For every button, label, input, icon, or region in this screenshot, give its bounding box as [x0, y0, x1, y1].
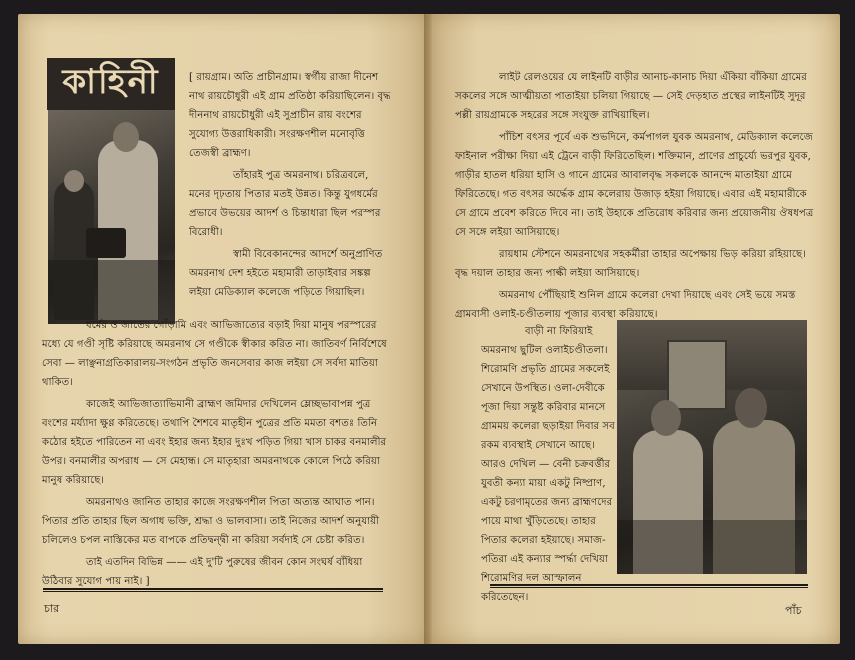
- footer-rule-right: [490, 584, 808, 588]
- paragraph: তাই এতদিন বিভিন্ন —— এই দু'টি পুরুষের জীবন কোন সংঘর্ষ বাঁধিয়া উঠিবার সুযোগ পায় নাই। ]: [42, 557, 363, 587]
- paragraph: স্বামী বিবেকানন্দের আদর্শে অনুপ্রাণিত অমরনাথ দেশ হইতে মহামারী তাড়াইবার সঙ্কল্প লইয়া মেডিক্যাল কলেজে পড়িতে গিয়াছিল।: [189, 249, 383, 298]
- footer-rule-left: [43, 588, 383, 592]
- page-number-left: চার: [44, 602, 60, 615]
- title-banner: [47, 58, 175, 110]
- page-number-right: পাঁচ: [785, 604, 802, 617]
- paragraph: ধর্মের ও জাতের গোঁড়ামি এবং আভিজাত্যের বড়াই দিয়া মানুষ পরস্পরের মধ্যে যে গণ্ডী সৃষ্টি করিয়াছে অমরনাথ সে গণ্ডীকে স্বীকার করিত না। জাতিবর্ণ নির্বিশেষে সেবা — লাঞ্ছনাগ্রতিকারালয়-সংগঠন প্রভৃতি জনসেবার কাজ লইয়া সে সর্বদা মাতিয়া থাকিত।: [42, 320, 387, 388]
- paragraph: লাইট রেলওয়ের যে লাইনটি বাড়ীর আনাচ-কানাচ দিয়া এঁকিয়া বাঁকিয়া গ্রামের সকলের সঙ্গে আত্মীয়তা পাতাইয়া চলিয়া গিয়াছে — সেই দেড়হাত প্রস্থের লাইনটিই সুদূর পল্লী রায়গ্রামকে সহরের সঙ্গে সংযুক্ত রাখিয়াছিল।: [455, 72, 807, 121]
- paragraph: তাঁহারই পুত্র অমরনাথ। চরিত্রবলে, মনের দৃঢ়তায় পিতার মতই উন্নত। কিন্তু যুগধর্মের প্রভাবে উভয়ের আদর্শ ও চিন্তাধারা ছিল পরস্পর বিরোধী।: [189, 170, 381, 238]
- paragraph: রায়ধাম স্টেশনে অমরনাথের সহকর্মীরা তাহার অপেক্ষায় ভিড় করিয়া রহিয়াছে। বৃদ্ধ দয়াল তাহার জন্য পাল্কী লইয়া আসিয়াছে।: [455, 249, 806, 279]
- page-title: কাহিনী: [62, 61, 160, 102]
- paragraph: অমরনাথ পৌঁছিয়াই শুনিল গ্রামে কলেরা দেখা দিয়াছে এবং সেই ভয়ে সমস্ত গ্রামবাসী ওলাই-চণ্ডীতলায় পূজার ব্যবস্থা করিয়াছে।: [455, 290, 796, 320]
- paragraph: অমরনাথও জানিত তাহার কাজে সংরক্ষণশীল পিতা অত্যন্ত আঘাত পান। পিতার প্রতি তাহার ছিল অগাধ ভক্তি, শ্রদ্ধা ও ভালবাসা। তাই নিজের আদর্শ অনুযায়ী চলিলেও চপল নাস্তিকের মত বাপকে প্রতিদ্বন্দ্বী না করিয়া সর্বদাই সে চেষ্টা করিত।: [42, 497, 380, 546]
- paragraph: পাঁচিশ বৎসর পূর্বে এক শুভদিনে, কর্মপাগল যুবক অমরনাথ, মেডিক্যাল কলেজে ফাইনাল পরীক্ষা দিয়া এই ট্রেনে বাড়ী ফিরিতেছিল। শক্তিমান, প্রাণের প্রাচুর্য্যে ভরপুর যুবক, গাড়ীর হাতল ধরিয়া হাসি ও গানে গ্রামের আবালবৃদ্ধ সকলকে আনন্দে মাতাইয়া গ্রামে ফিরিতেছে। গত বৎসর অর্দ্ধেক গ্রাম কলেরায় উজাড় হইয়া গিয়াছে। এবার এই মহামারীকে সে গ্রামে প্রবেশ করিতে দিবে না। তাই উহাকে প্রতিরোধ করিবার জন্য প্রয়োজনীয় ঔষধপত্র সে সঙ্গে লইয়া আসিয়াছে।: [455, 132, 814, 238]
- right-text-narrow: [481, 322, 615, 610]
- film-still-photo-left: [48, 110, 175, 324]
- right-text-top: [455, 68, 815, 327]
- left-text-top: [189, 68, 391, 305]
- book-gutter: [424, 14, 432, 644]
- paragraph: বাড়ী না ফিরিয়াই অমরনাথ ছুটিল ওলাইচণ্ডীতলা। শিরোমণি প্রভৃতি গ্রামের সকলেই সেখানে উপস্থিত। ওলা-দেবীকে পূজা দিয়া সন্তুষ্ট করিবার মানসে গ্রামময় কলেরা ছড়াইয়া দিবার সব রকম ব্যবস্থাই সেখানে আছে। আরও দেখিল — বেনী চক্রবর্ত্তীর যুবতী কন্যা মায়া একটু নিষ্প্রাণ, একটু চরণামৃতের জন্য ব্রাহ্মণদের পায়ে মাথা খুঁড়িতেছে। তাহার পিতার কলেরা হইয়াছে। সমাজ-পতিরা এই কন্যার স্পর্দ্ধা দেখিয়া শিরোমণির দল আস্ফালন করিতেছেন।: [481, 326, 615, 603]
- left-text-main: [42, 316, 392, 594]
- film-still-photo-right: [617, 320, 807, 574]
- paragraph: কাজেই আভিজাত্যাভিমানী ব্রাহ্মণ জমিদার দেখিলেন ম্লেচ্ছভাবাপন্ন পুত্র বংশের মর্য্যাদা ক্ষুণ্ণ করিতেছে। তথাপি শৈশবে মাতৃহীন পুত্রের প্রতি মমতা বশতঃ তিনি কঠোর হইতে পারিতেন না এবং ইহার জন্য ইহার দুঃখ পড়িত গিয়া খাস চাকর বনমালীর উপর। বনমালীর অপরাধ — সে মেহান্ধ। সে মাতৃহারা অমরনাথকে কোলে পিঠে করিয়া মানুষ করিয়াছে।: [42, 399, 387, 486]
- paragraph: [ রায়গ্রাম। অতি প্রাচীনগ্রাম। স্বর্গীয় রাজা দীনেশ নাথ রায়চৌধুরী এই গ্রাম প্রতিষ্ঠা করিয়াছিলেন। বৃদ্ধ দীননাথ রায়চৌধুরী এই সুপ্রাচীন রায় বংশের সুযোগ্য উত্তরাধিকারী। সংরক্ষণশীল মনোবৃত্তি তেজস্বী ব্রাহ্মণ।: [189, 72, 391, 159]
